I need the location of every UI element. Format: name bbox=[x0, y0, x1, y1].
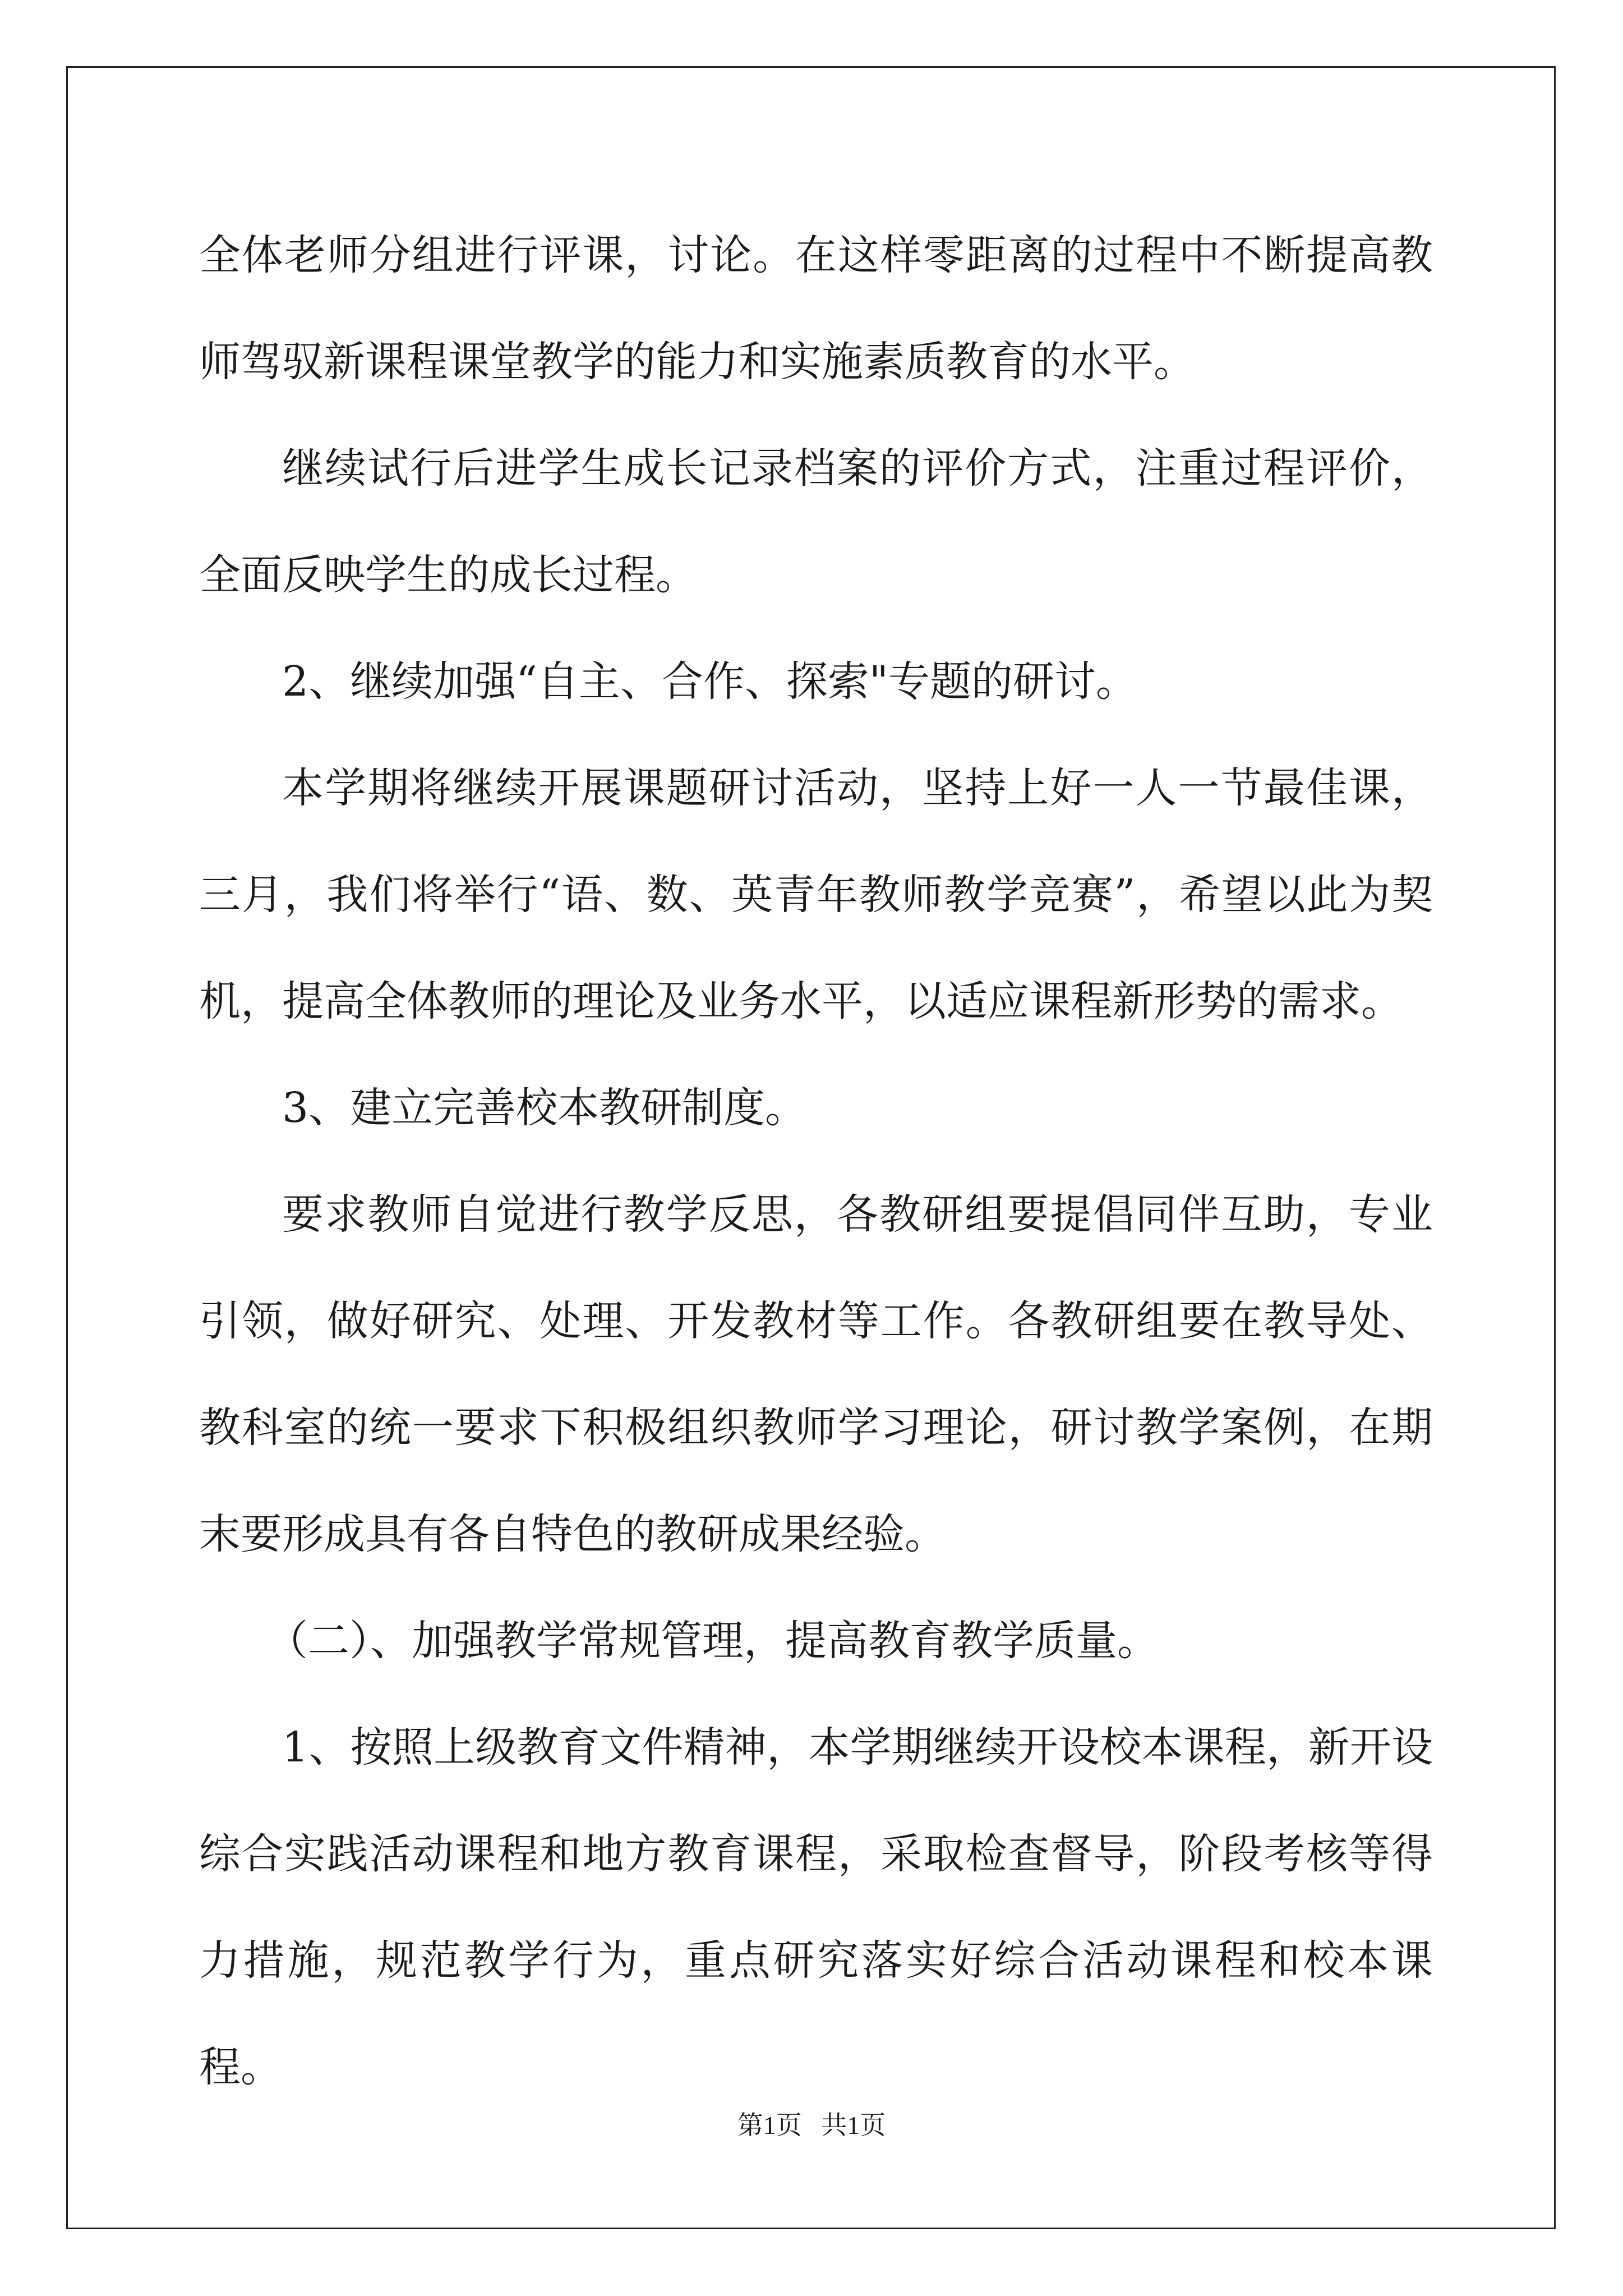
section-heading-2: 2、继续加强“自主、合作、探索"专题的研讨。 bbox=[282, 657, 1137, 706]
paragraph-continuation: 全体老师分组进行评课，讨论。在这样零距离的过程中不断提高教师驾驭新课程课堂教学的能力和实施素质教育的水平。 bbox=[199, 231, 1433, 386]
paragraph-research-activities: 本学期将继续开展课题研讨活动，坚持上好一人一节最佳课，三月，我们将举行“语、数、英青年教师教学竞赛”，希望以此为契机，提高全体教师的理论及业务水平，以适应课程新形势的需求。 bbox=[199, 764, 1433, 1025]
section-heading-part-2: （二）、加强教学常规管理，提高教育教学质量。 bbox=[266, 1617, 1159, 1665]
page-number-footer: 第1页 共1页 bbox=[737, 2111, 886, 2139]
section-heading-3: 3、建立完善校本教研制度。 bbox=[282, 1084, 807, 1132]
paragraph-curriculum: 1、按照上级教育文件精神，本学期继续开设校本课程，新开设综合实践活动课程和地方教育课程，采取检查督导，阶段考核等得力措施，规范教学行为，重点研究落实好综合活动课程和校本课程。 bbox=[199, 1723, 1433, 2091]
document-body bbox=[199, 202, 1433, 2120]
paragraph-teacher-reflection: 要求教师自觉进行教学反思，各教研组要提倡同伴互助，专业引领，做好研究、处理、开发教材等工作。各教研组要在教导处、教科室的统一要求下积极组织教师学习理论，研讨教学案例，在期末要形成具有各自特色的教研成果经验。 bbox=[199, 1190, 1433, 1558]
paragraph-evaluation: 继续试行后进学生成长记录档案的评价方式，注重过程评价，全面反映学生的成长过程。 bbox=[199, 444, 1433, 599]
